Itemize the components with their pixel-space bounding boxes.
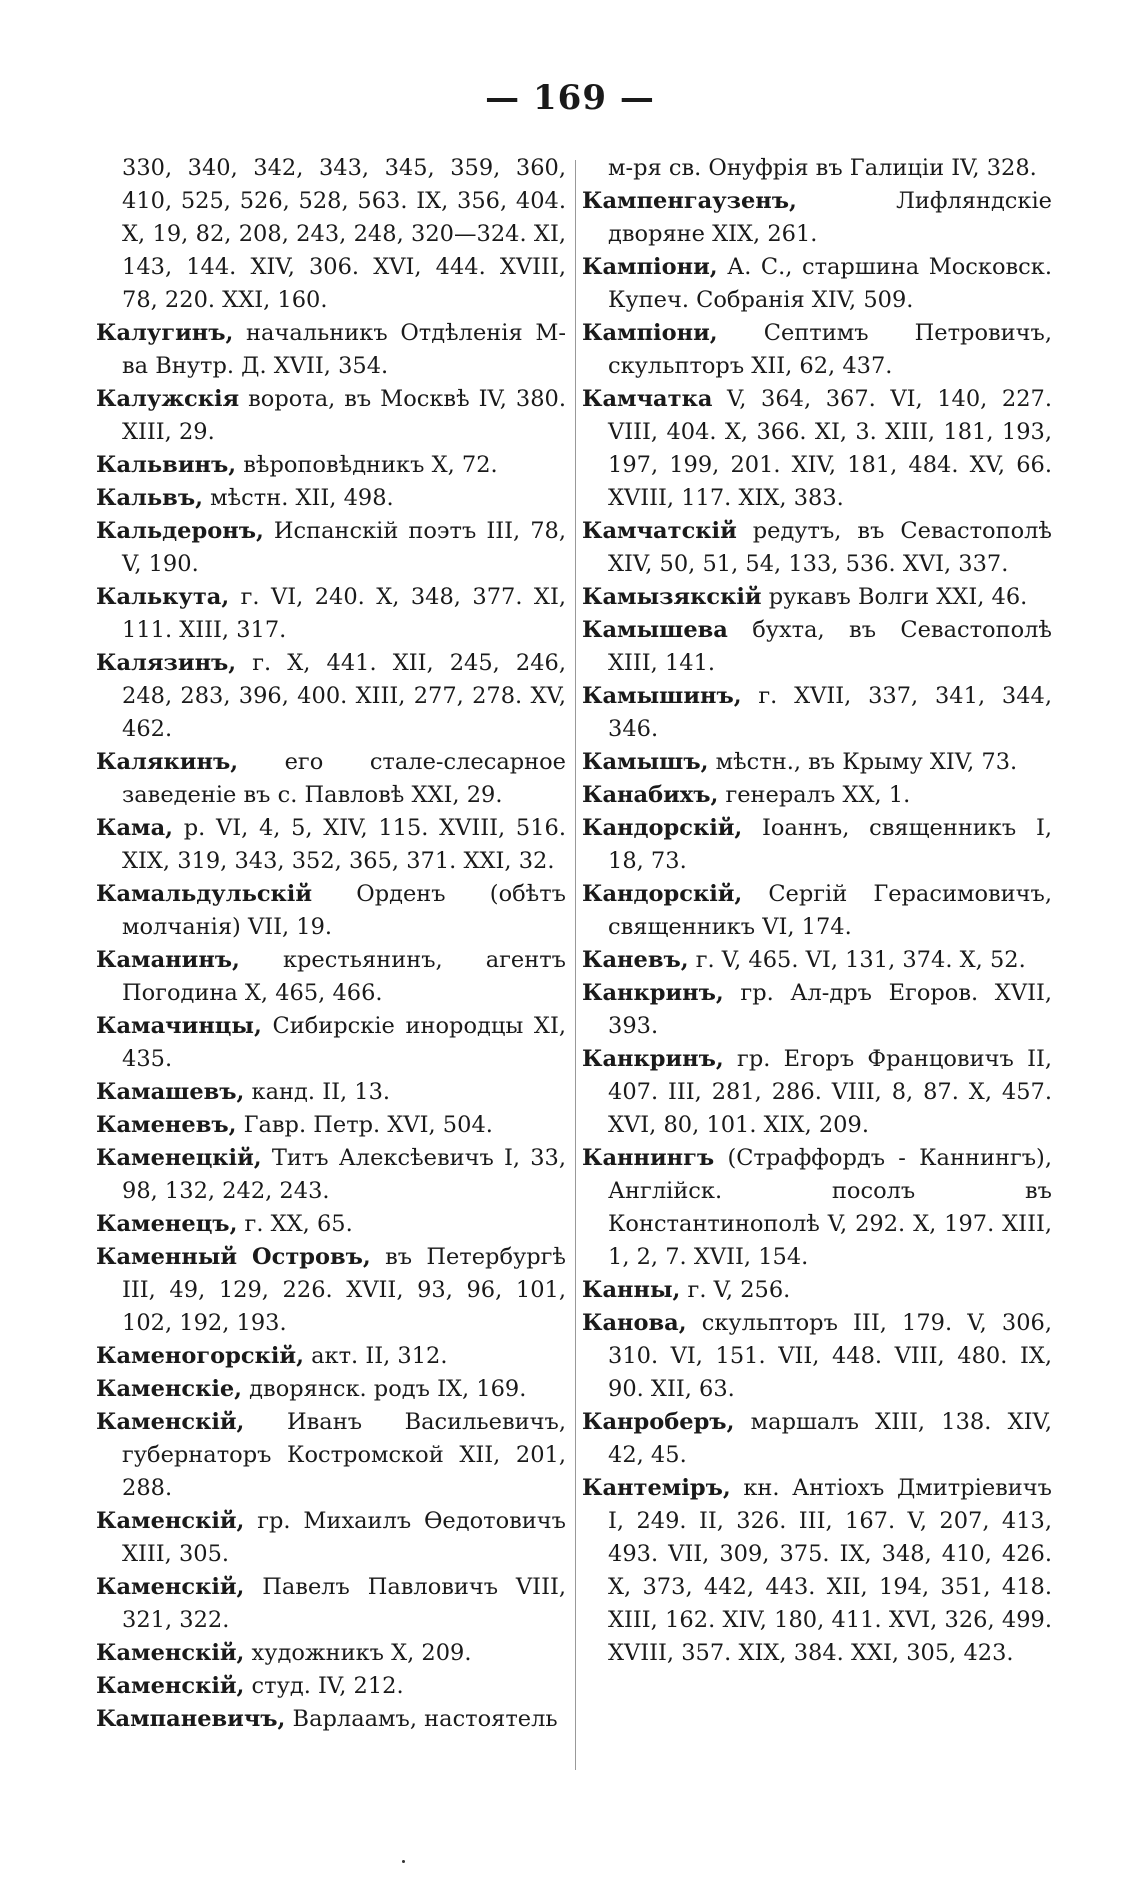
index-entry	[582, 1043, 1052, 1142]
index-entry	[582, 977, 1052, 1043]
entry-headword: Калугинъ,	[96, 320, 234, 346]
entry-references: г. VI, 240. X, 348, 377. XI, 111. XIII, 317.	[122, 584, 566, 643]
entry-headword: Каменскій,	[96, 1409, 245, 1435]
entry-headword: Канны,	[582, 1277, 681, 1303]
entry-headword: Калязинъ,	[96, 650, 237, 676]
index-entry	[96, 1241, 566, 1340]
index-entry	[96, 1010, 566, 1076]
entry-headword: Камышева	[582, 617, 728, 643]
index-entry	[582, 812, 1052, 878]
entry-headword: Каменскій,	[96, 1574, 245, 1600]
index-entry	[96, 581, 566, 647]
entry-headword: Кальвинъ,	[96, 452, 237, 478]
entry-headword: Калужскія	[96, 386, 240, 412]
entry-references: генералъ XX, 1.	[718, 782, 911, 808]
index-entry	[582, 581, 1052, 614]
index-entry	[96, 1076, 566, 1109]
entry-headword: Калякинъ,	[96, 749, 239, 775]
entry-references: художникъ X, 209.	[244, 1640, 472, 1666]
entry-headword: Кандорскій,	[582, 815, 743, 841]
entry-headword: Калькута,	[96, 584, 230, 610]
entry-headword: Кампенгаузенъ,	[582, 188, 797, 214]
entry-references: Иванъ Васильевичъ, губернаторъ Костромской XII, 201, 288.	[122, 1409, 566, 1501]
entry-headword: Камчатскій	[582, 518, 737, 544]
entry-headword: Каменскій,	[96, 1673, 245, 1699]
entry-headword: Каменный Островъ,	[96, 1244, 371, 1270]
entry-headword: Kампаневичъ,	[96, 1706, 286, 1732]
entry-headword: Камышъ,	[582, 749, 709, 775]
entry-references: Іоаннъ, священникъ I, 18, 73.	[608, 815, 1052, 874]
index-entry	[582, 779, 1052, 812]
entry-references: Варлаамъ, настоятель	[285, 1706, 558, 1732]
entry-headword: Канова,	[582, 1310, 687, 1336]
entry-headword: Каменецкій,	[96, 1145, 262, 1171]
entry-headword: Камышинъ,	[582, 683, 742, 709]
entry-references: V, 364, 367. VI, 140, 227. VIII, 404. X, 366. XI, 3. XIII, 181, 193, 197, 199, 201. XIV, 181, 484. XV, 66. XVIII, 117. XIX, 383.	[608, 386, 1052, 511]
index-entry	[96, 1373, 566, 1406]
index-entry	[96, 1142, 566, 1208]
entry-references: гр. Ал-дръ Егоров. XVII, 393.	[608, 980, 1052, 1039]
entry-references: бухта, въ Севастополѣ XIII, 141.	[608, 617, 1052, 676]
index-entry	[582, 1142, 1052, 1274]
index-entry	[96, 1208, 566, 1241]
entry-references: А. С., старшина Московск. Купеч. Собранія XIV, 509.	[608, 254, 1052, 313]
entry-headword: Каменскій,	[96, 1640, 245, 1666]
index-entry	[582, 152, 1052, 185]
entry-references: мѣстн., въ Крыму XIV, 73.	[708, 749, 1018, 775]
index-entry	[96, 1406, 566, 1505]
index-entry	[96, 1340, 566, 1373]
page-number: — 169 —	[485, 78, 655, 118]
entry-references: канд. II, 13.	[244, 1079, 391, 1105]
entry-references: гр. Михаилъ Өедотовичъ XIII, 305.	[122, 1508, 566, 1567]
index-entry	[582, 1274, 1052, 1307]
print-speck	[402, 1860, 405, 1863]
entry-headword: Канкринъ,	[582, 980, 724, 1006]
entry-references: Лифляндскіе дворяне XIX, 261.	[608, 188, 1052, 247]
index-entry	[96, 482, 566, 515]
entry-headword: Камачинцы,	[96, 1013, 262, 1039]
index-entry	[96, 1703, 566, 1736]
index-entry	[96, 1505, 566, 1571]
entry-references: Титъ Алексѣевичъ I, 33, 98, 132, 242, 243.	[122, 1145, 566, 1204]
index-entry	[96, 944, 566, 1010]
column-divider	[575, 160, 576, 1770]
entry-references: г. X, 441. XII, 245, 246, 248, 283, 396, 400. XIII, 277, 278. XV, 462.	[122, 650, 566, 742]
index-entry	[582, 383, 1052, 515]
left-column	[96, 152, 566, 1736]
index-entry	[96, 152, 566, 317]
entry-references: гр. Егоръ Францовичъ II, 407. III, 281, 286. VIII, 8, 87. X, 457. XVI, 80, 101. XIX, 209.	[608, 1046, 1052, 1138]
entry-references: Испанскій поэтъ III, 78, V, 190.	[122, 518, 566, 577]
entry-references: кн. Антіохъ Дмитріевичъ I, 249. II, 326. III, 167. V, 207, 413, 493. VII, 309, 375. IX, 348, 410, 426. X, 373, 442, 443. XII, 194, 351, 418. XIII, 162. XIV, 180, 411. XVI, 326, 499. XVIII, 357. XIX, 384. XXI, 305, 423.	[608, 1475, 1052, 1666]
index-entry	[96, 317, 566, 383]
entry-headword: Кандорскій,	[582, 881, 743, 907]
entry-headword: Канабихъ,	[582, 782, 719, 808]
entry-references: студ. IV, 212.	[244, 1673, 404, 1699]
entry-references: Гавр. Петр. XVI, 504.	[236, 1112, 493, 1138]
index-entry	[96, 1109, 566, 1142]
entry-headword: Канкринъ,	[582, 1046, 724, 1072]
index-entry	[582, 944, 1052, 977]
entry-headword: Каменскіе,	[96, 1376, 243, 1402]
entry-references: его стале-слесарное заведеніе въ с. Павловѣ XXI, 29.	[122, 749, 566, 808]
entry-references: Орденъ (обѣтъ молчанія) VII, 19.	[122, 881, 566, 940]
entry-references: Павелъ Павловичъ VIII, 321, 322.	[122, 1574, 566, 1633]
index-entry	[582, 746, 1052, 779]
entry-headword: Камальдульскій	[96, 881, 313, 907]
index-entry	[96, 1571, 566, 1637]
index-entry	[96, 1670, 566, 1703]
index-entry	[582, 251, 1052, 317]
entry-references: редутъ, въ Севастополѣ XIV, 50, 51, 54, 133, 536. XVI, 337.	[608, 518, 1052, 577]
entry-references: маршалъ XIII, 138. XIV, 42, 45.	[608, 1409, 1052, 1468]
entry-headword: Кама,	[96, 815, 174, 841]
entry-references: рукавъ Волги XXI, 46.	[761, 584, 1028, 610]
entry-references: крестьянинъ, агентъ Погодина X, 465, 466.	[122, 947, 566, 1006]
entry-references: Сергій Герасимовичъ, священникъ VI, 174.	[608, 881, 1052, 940]
entry-headword: Кантеміръ,	[582, 1475, 731, 1501]
index-entry	[582, 317, 1052, 383]
entry-references: г. XX, 65.	[237, 1211, 353, 1237]
entry-references: р. VI, 4, 5, XIV, 115. XVIII, 516. XIX, 319, 343, 352, 365, 371. XXI, 32.	[122, 815, 566, 874]
entry-references: (Страффордъ - Каннингъ), Англійск. посолъ въ Константинополѣ V, 292. X, 197. XIII, 1, 2, 7. XVII, 154.	[608, 1145, 1052, 1270]
entry-headword: Каменевъ,	[96, 1112, 237, 1138]
entry-references: вѣроповѣдникъ X, 72.	[236, 452, 498, 478]
entry-references: ворота, въ Москвѣ IV, 380. XIII, 29.	[122, 386, 566, 445]
entry-headword: Каменскій,	[96, 1508, 245, 1534]
entry-headword: Кальдеронъ,	[96, 518, 264, 544]
entry-headword: Каневъ,	[582, 947, 689, 973]
entry-references: 330, 340, 342, 343, 345, 359, 360, 410, 525, 526, 528, 563. IX, 356, 404. X, 19, 82, 208, 243, 248, 320—324. XI, 143, 144. XIV, 306. XVI, 444. XVIII, 78, 220. XXI, 160.	[122, 155, 566, 313]
index-entry	[96, 1637, 566, 1670]
index-entry	[582, 1472, 1052, 1670]
entry-references: Септимъ Петровичъ, скульпторъ XII, 62, 437.	[608, 320, 1052, 379]
entry-references: г. V, 465. VI, 131, 374. X, 52.	[688, 947, 1026, 973]
entry-references: акт. II, 312.	[303, 1343, 448, 1369]
entry-references: скульпторъ III, 179. V, 306, 310. VI, 151. VII, 448. VIII, 480. IX, 90. XII, 63.	[608, 1310, 1052, 1402]
index-entry	[96, 383, 566, 449]
index-entry	[582, 878, 1052, 944]
entry-headword: Канроберъ,	[582, 1409, 735, 1435]
index-entry	[96, 515, 566, 581]
entry-references: въ Петербургѣ III, 49, 129, 226. XVII, 93, 96, 101, 102, 192, 193.	[122, 1244, 566, 1336]
entry-headword: Кальвъ,	[96, 485, 203, 511]
index-entry	[582, 1307, 1052, 1406]
entry-headword: Каманинъ,	[96, 947, 240, 973]
entry-references: дворянск. родъ IX, 169.	[242, 1376, 527, 1402]
index-entry	[96, 647, 566, 746]
index-entry	[96, 812, 566, 878]
index-entry	[96, 878, 566, 944]
entry-references: начальникъ Отдѣленія М-ва Внутр. Д. XVII, 354.	[122, 320, 566, 379]
index-entry	[96, 449, 566, 482]
index-entry	[96, 746, 566, 812]
entry-headword: Каннингъ	[582, 1145, 715, 1171]
index-entry	[582, 614, 1052, 680]
index-entry	[582, 515, 1052, 581]
index-entry	[582, 1406, 1052, 1472]
entry-references: г. V, 256.	[680, 1277, 791, 1303]
entry-headword: Кампіони,	[582, 254, 718, 280]
entry-headword: Камашевъ,	[96, 1079, 245, 1105]
index-entry	[582, 680, 1052, 746]
entry-headword: Каменогорскій,	[96, 1343, 304, 1369]
entry-references: м-ря св. Онуфрія въ Галиціи IV, 328.	[608, 155, 1037, 181]
right-column	[582, 152, 1052, 1670]
entry-headword: Камызякскій	[582, 584, 762, 610]
entry-headword: Каменецъ,	[96, 1211, 238, 1237]
entry-references: мѣстн. XII, 498.	[202, 485, 394, 511]
entry-headword: Кампіони,	[582, 320, 718, 346]
entry-headword: Камчатка	[582, 386, 713, 412]
entry-references: г. XVII, 337, 341, 344, 346.	[608, 683, 1052, 742]
entry-references: Сибирскіе инородцы XI, 435.	[122, 1013, 566, 1072]
index-entry	[582, 185, 1052, 251]
